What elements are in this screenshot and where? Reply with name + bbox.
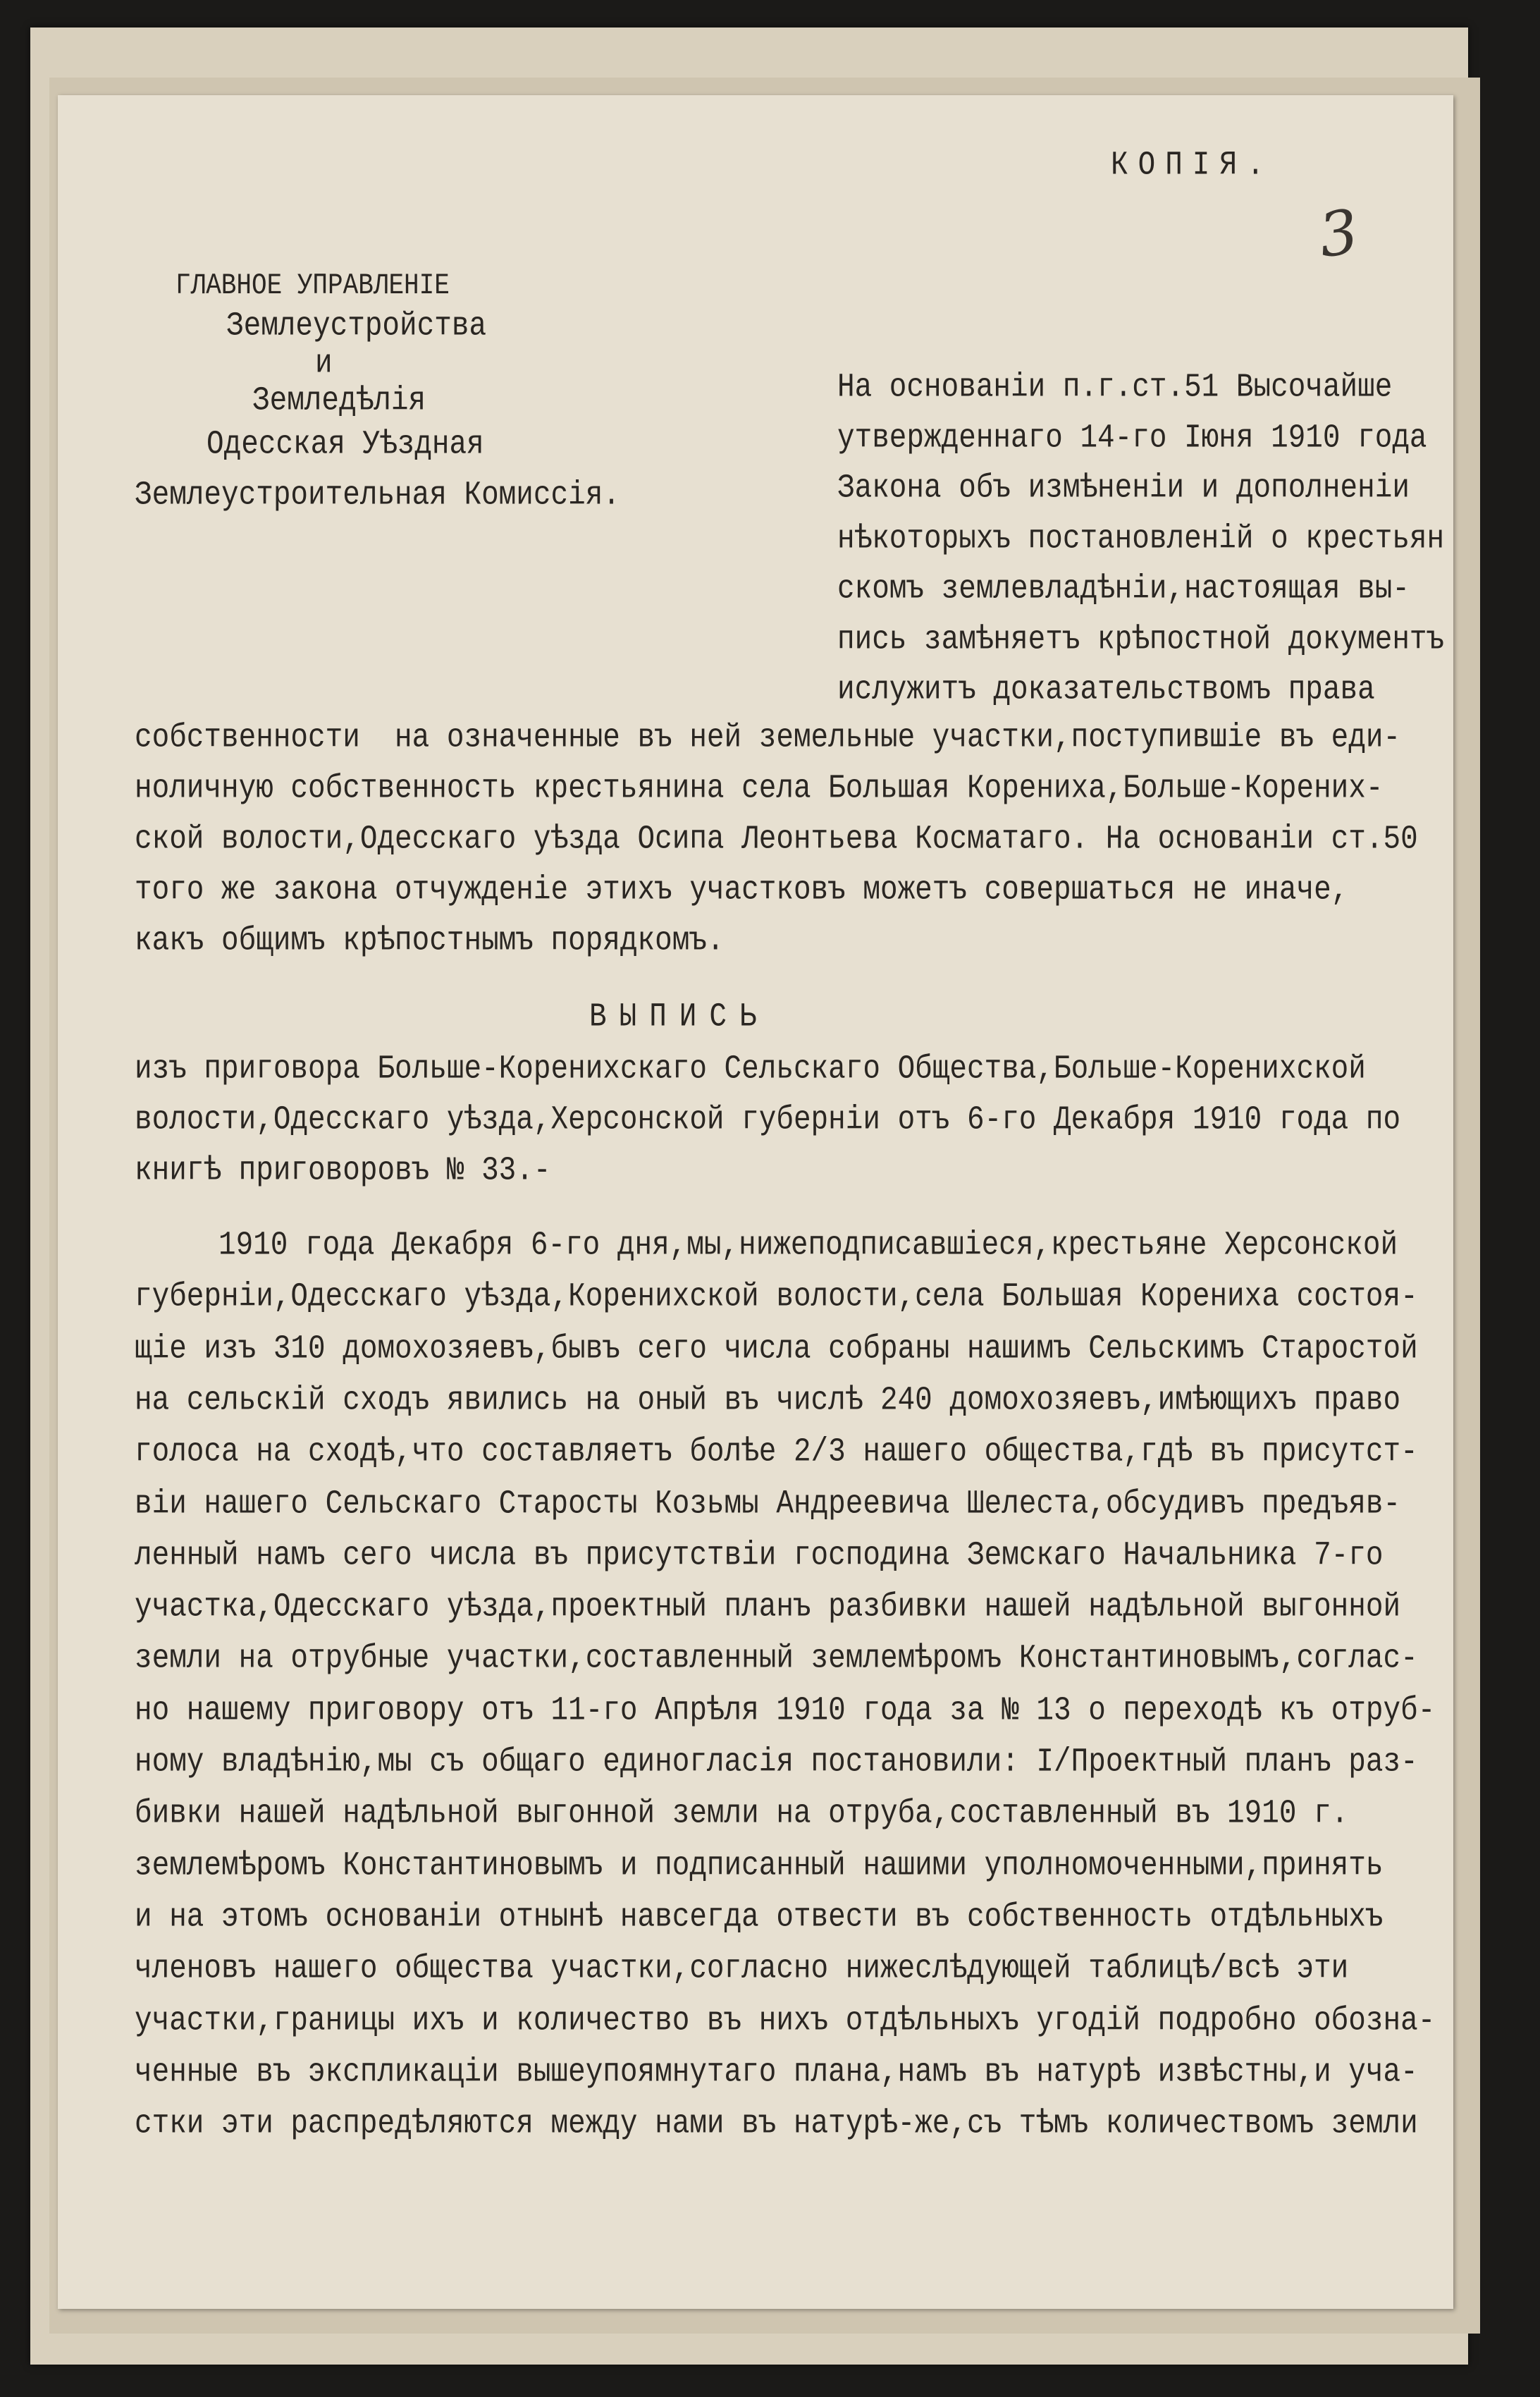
excerpt-line: изъ приговора Больше-Коренихскаго Сельскаго Общества,Больше-Коренихской [135,1050,1366,1089]
intro-line: того же закона отчужденiе этихъ участковъ можетъ совершаться не иначе, [135,871,1349,909]
header-line: Одесская Уѣздная [207,426,484,464]
body-line: и на этомъ основанiи отнынѣ навсегда отвести въ собственность отдѣльныхъ [135,1899,1384,1937]
intro-line: ской волости,Одесскаго уѣзда Осипа Леонтьева Косматаго. На основанiи ст.50 [135,821,1418,859]
intro-right-line: ислужитъ доказательствомъ права [837,671,1375,709]
intro-right-line: На основанiи п.г.ст.51 Высочайше [837,369,1393,407]
body-line: участки,границы ихъ и количество въ нихъ отдѣльныхъ угодiй подробно обозна- [135,2002,1436,2040]
body-line: ному владѣнiю,мы съ общаго единогласiя постановили: I/Проектный планъ раз- [135,1743,1418,1782]
body-line: землемѣромъ Константиновымъ и подписанный нашими уполномоченными,принять [135,1847,1384,1885]
body-line: членовъ нашего общества участки,согласно нижеслѣдующей таблицѣ/всѣ эти [135,1950,1349,1988]
body-line: бивки нашей надѣльной выгонной земли на отруба,составленный въ 1910 г. [135,1795,1349,1833]
body-line: ченные въ экспликацiи вышеупоямнутаго плана,намъ въ натурѣ извѣстны,и уча- [135,2054,1418,2092]
intro-right-line: Закона объ измѣненiи и дополненiи [837,470,1410,508]
header-line: Землеустройства [226,307,487,345]
excerpt-line: книгѣ приговоровъ № 33.- [135,1152,551,1190]
section-title: ВЫПИСЬ [589,998,770,1036]
excerpt-line: волости,Одесскаго уѣзда,Херсонской губернiи отъ 6-го Декабря 1910 года по [135,1101,1401,1139]
body-line: вiи нашего Сельскаго Старосты Козьмы Андреевича Шелеста,обсудивъ предъяв- [135,1485,1401,1523]
intro-right-line: скомъ землевладѣнiи,настоящая вы- [837,570,1410,608]
body-line: губернiи,Одесскаго уѣзда,Коренихской волости,села Большая Корениха состоя- [135,1278,1418,1316]
intro-right-line: нѣкоторыхъ постановленiй о крестьян [837,520,1445,558]
header-line: Землеустроительная Комиссiя. [135,477,620,515]
intro-right-line: утвержденнаго 14-го Iюня 1910 года [837,419,1427,457]
body-line: участка,Одесскаго уѣзда,проектный планъ разбивки нашей надѣльной выгонной [135,1588,1401,1626]
body-line: 1910 года Декабря 6-го дня,мы,нижеподписавшiеся,крестьяне Херсонской [218,1227,1398,1265]
body-line: земли на отрубные участки,составленный землемѣромъ Константиновымъ,соглас- [135,1640,1418,1678]
body-line: стки эти распредѣляются между нами въ натурѣ-же,съ тѣмъ количествомъ земли [135,2105,1418,2143]
body-line: щiе изъ 310 домохозяевъ,бывъ сего числа собраны нашимъ Сельскимъ Старостой [135,1330,1418,1368]
header-line: ГЛАВНОЕ УПРАВЛЕНIЕ [175,269,450,302]
body-line: но нашему приговору отъ 11-го Апрѣля 1910 года за № 13 о переходѣ къ отруб- [135,1692,1436,1730]
body-line: ленный намъ сего числа въ присутствiи господина Земскаго Начальника 7-го [135,1537,1384,1575]
handwritten-page-number: 3 [1314,196,1363,272]
intro-line: какъ общимъ крѣпостнымъ порядкомъ. [135,922,725,960]
header-line: Земледѣлiя [252,382,426,420]
intro-line: ноличную собственность крестьянина села Большая Корениха,Больше-Корених- [135,770,1384,808]
copy-mark: КОПIЯ. [1111,147,1274,185]
header-line: и [315,345,333,383]
body-line: голоса на сходѣ,что составляетъ болѣе 2/3 нашего общества,гдѣ въ присутст- [135,1433,1418,1471]
intro-right-line: пись замѣняетъ крѣпостной документъ [837,621,1445,658]
body-line: на сельскiй сходъ явились на оный въ числѣ 240 домохозяевъ,имѣющихъ право [135,1382,1401,1420]
intro-line: собственности на означенные въ ней земельные участки,поступившiе въ еди- [135,719,1401,757]
